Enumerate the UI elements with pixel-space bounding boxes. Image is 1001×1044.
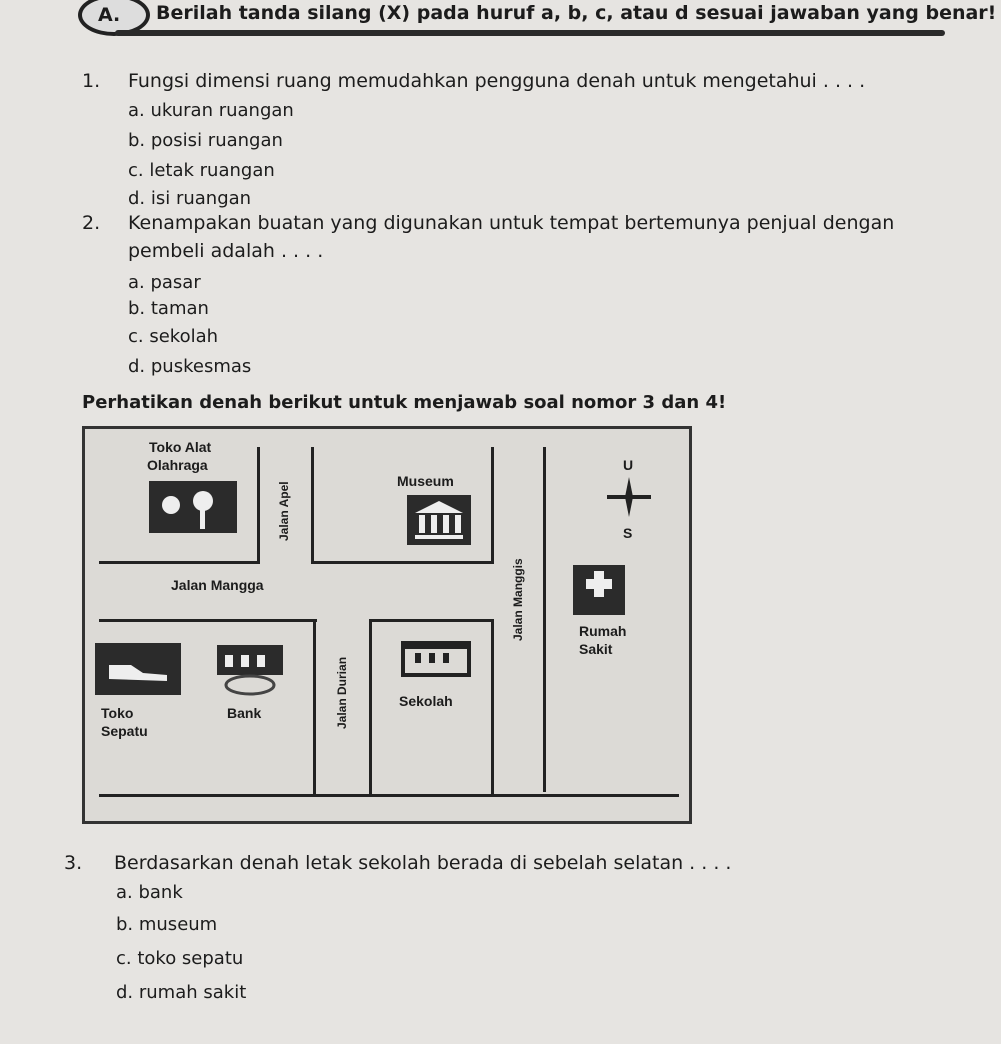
question-3-text: Berdasarkan denah letak sekolah berada di sebelah selatan . . . . [114,852,732,874]
question-1-text: Fungsi dimensi ruang memudahkan pengguna denah untuk mengetahui . . . . [128,70,866,92]
question-2-option-c[interactable]: c. sekolah [128,326,219,347]
museum-icon [407,495,471,549]
label-sekolah: Sekolah [399,693,453,709]
road-line [491,619,494,797]
label-toko-alat-line1: Toko Alat [149,439,212,455]
question-3-option-a[interactable]: a. bank [116,882,183,903]
label-jalan-durian: Jalan Durian [335,656,349,729]
road-line [491,447,494,564]
label-toko-alat-line2: Olahraga [147,457,208,473]
road-line [99,619,317,622]
question-1-option-b[interactable]: b. posisi ruangan [128,130,283,151]
label-jalan-manggis: Jalan Manggis [511,558,525,641]
question-1-option-a[interactable]: a. ukuran ruangan [128,100,294,121]
question-3-option-c[interactable]: c. toko sepatu [116,948,244,969]
label-toko-sepatu-line1: Toko [101,705,134,721]
question-3-option-d[interactable]: d. rumah sakit [116,982,247,1003]
label-bank: Bank [227,705,262,721]
label-rumah-sakit-line1: Rumah [579,623,627,639]
bank-icon [217,641,283,701]
label-toko-sepatu-line2: Sepatu [101,723,148,739]
question-3-option-b[interactable]: b. museum [116,914,218,935]
map-denah [82,426,692,824]
question-1-number: 1. [82,70,101,92]
question-2-text-line2: pembeli adalah . . . . [128,240,324,262]
school-icon [401,641,471,685]
sports-store-icon [149,481,237,537]
question-2-option-b[interactable]: b. taman [128,298,209,319]
road-line [313,619,316,797]
compass-north-label: U [623,457,634,473]
label-museum: Museum [397,473,454,489]
compass-south-label: S [623,525,633,541]
road-line [369,619,493,622]
label-jalan-apel: Jalan Apel [277,481,291,541]
section-letter: A. [98,4,121,26]
label-rumah-sakit-line2: Sakit [579,641,613,657]
compass-icon [605,475,653,523]
instruction-text: Berilah tanda silang (X) pada huruf a, b, c, atau d sesuai jawaban yang benar! [156,2,997,24]
road-line [257,447,260,564]
question-1-option-d[interactable]: d. isi ruangan [128,188,252,209]
road-line [543,447,546,792]
question-1-option-c[interactable]: c. letak ruangan [128,160,275,181]
header-divider [115,30,945,36]
map-instruction: Perhatikan denah berikut untuk menjawab soal nomor 3 dan 4! [82,392,727,413]
road-line [311,447,314,564]
question-2-number: 2. [82,212,101,234]
hospital-icon [573,565,625,619]
question-2-option-a[interactable]: a. pasar [128,272,201,293]
road-line [311,561,491,564]
question-2-option-d[interactable]: d. puskesmas [128,356,252,377]
question-3-number: 3. [64,852,83,874]
shoe-store-icon [95,643,181,699]
question-2-text-line1: Kenampakan buatan yang digunakan untuk tempat bertemunya penjual dengan [128,212,895,234]
road-line [99,561,257,564]
label-jalan-mangga: Jalan Mangga [171,577,264,593]
road-line [369,619,372,797]
road-line [99,794,679,797]
